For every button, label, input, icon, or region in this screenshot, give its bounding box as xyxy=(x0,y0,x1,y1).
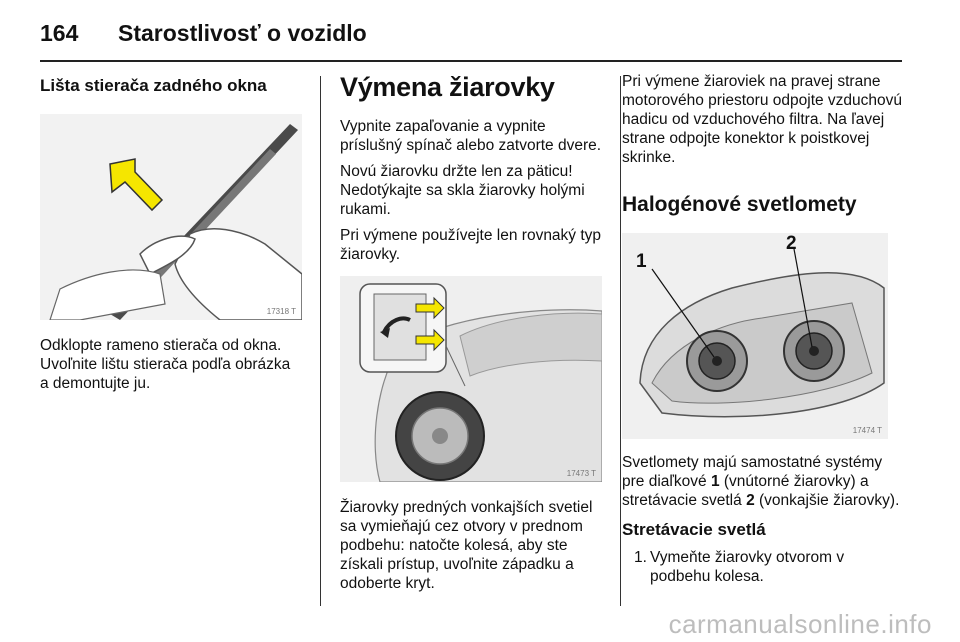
halogen-heading: Halogénové svetlomety xyxy=(622,193,857,216)
figure-code: 17474 T xyxy=(852,426,882,435)
bulb-para-1: Vypnite zapaľovanie a vypnite príslušný spínač alebo zatvorte dvere. xyxy=(340,118,602,154)
column-3 xyxy=(622,72,904,586)
headlamp-systems-para xyxy=(622,453,904,510)
list-text: Vymeňte žiarovky otvorom v podbehu kolesa. xyxy=(650,549,845,585)
list-number: 1. xyxy=(634,549,647,566)
engine-bay-para: Pri výmene žiaroviek na pravej strane motorového priestoru odpojte vzduchovú hadicu od vzduchového filtra. Na ľavej strane odpojte konektor k poistkovej skrinke. xyxy=(622,73,903,166)
page-header xyxy=(40,16,900,56)
text-span: (vnútorné žiarovky) a stretávacie svetlá xyxy=(622,473,869,509)
chapter-title: Starostlivosť o vozidlo xyxy=(118,20,367,46)
bulb-para-2: Novú žiarovku držte len za päticu! Nedotýkajte sa skla žiarovky holými rukami. xyxy=(340,163,585,218)
callout-ref-1: 1 xyxy=(710,473,720,490)
column-divider-2 xyxy=(620,76,621,606)
column-1 xyxy=(40,72,302,393)
list-item xyxy=(622,548,904,586)
page-number: 164 xyxy=(40,20,79,46)
figure-code: 17473 T xyxy=(566,469,596,478)
headlamp-figure xyxy=(622,233,888,439)
text-span: Svetlomety majú samostatné systémy pre diaľkové xyxy=(622,454,883,490)
headlamp-illustration xyxy=(622,233,888,439)
column-divider-1 xyxy=(320,76,321,606)
figure-code: 17318 T xyxy=(266,307,296,316)
bulb-para-4: Žiarovky predných vonkajších svetiel sa vymieňajú cez otvory v prednom podbehu: natočte kolesá, aby ste získali prístup, uvoľnite západku a odoberte kryt. xyxy=(340,499,593,592)
callout-2: 2 xyxy=(786,233,797,254)
wiper-figure xyxy=(40,114,302,320)
bulb-replacement-heading: Výmena žiarovky xyxy=(340,72,555,102)
low-beam-heading: Stretávacie svetlá xyxy=(622,520,766,539)
callout-1: 1 xyxy=(636,251,647,272)
wheel-arch-figure xyxy=(340,276,602,482)
callout-ref-2: 2 xyxy=(746,492,755,509)
watermark: carmanualsonline.info xyxy=(668,609,932,639)
wiper-illustration xyxy=(40,114,302,320)
column-2 xyxy=(340,72,602,593)
text-span: (vonkajšie žiarovky). xyxy=(754,492,900,509)
bulb-para-3: Pri výmene používejte len rovnaký typ žiarovky. xyxy=(340,227,602,263)
wiper-instructions: Odklopte rameno stierača od okna. Uvoľnite lištu stierača podľa obrázka a demontujte ju. xyxy=(40,337,291,392)
wheel-arch-illustration xyxy=(340,276,602,482)
header-divider xyxy=(40,60,902,62)
wiper-heading: Lišta stierača zadného okna xyxy=(40,76,267,95)
